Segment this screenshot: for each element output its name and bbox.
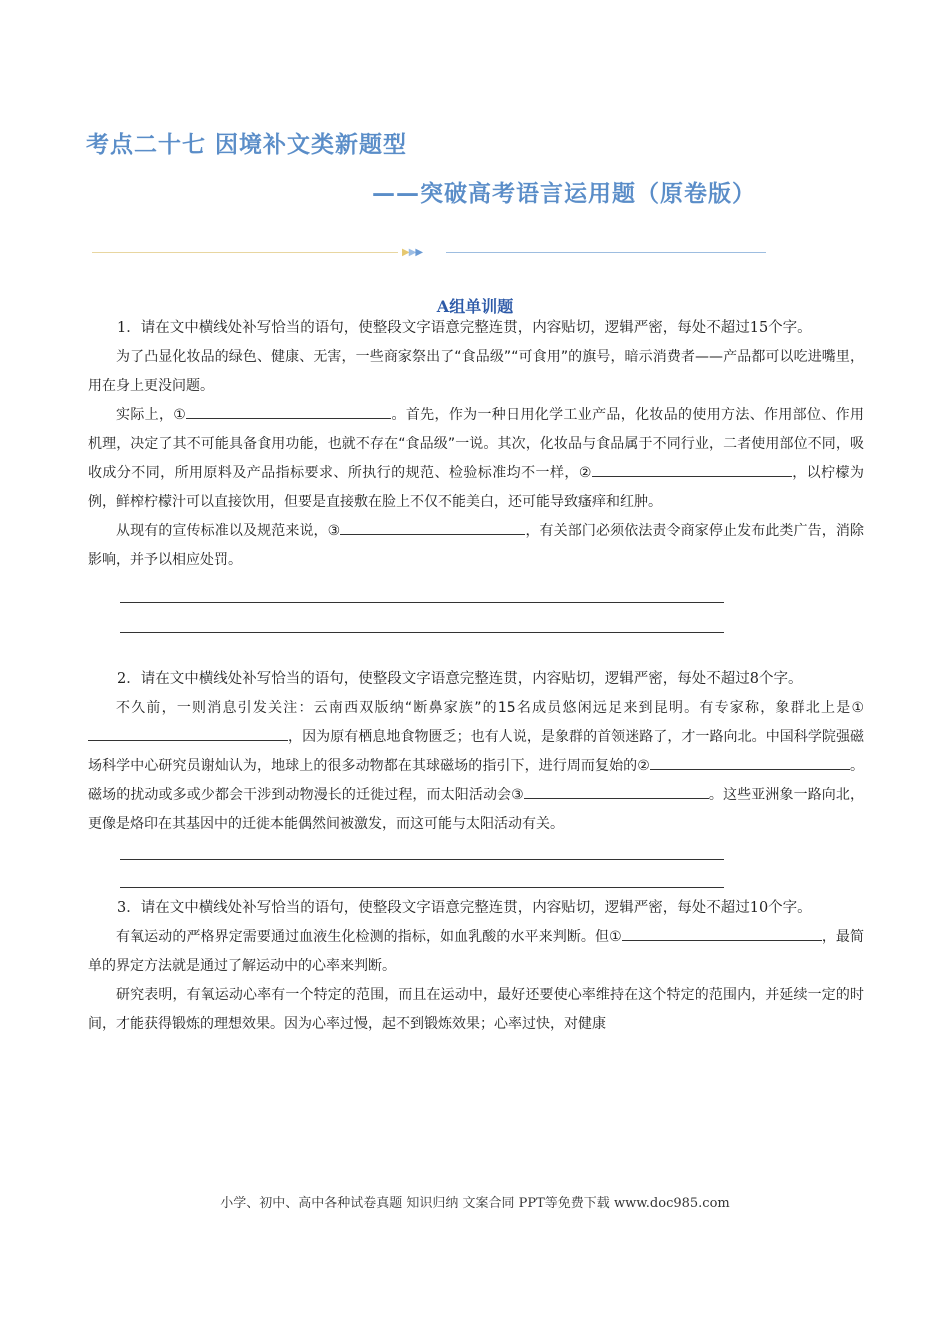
question-content xyxy=(88,314,864,1039)
answer-blank-1[interactable] xyxy=(186,402,391,419)
text-segment: ，最简单的界定方法就是通过了解运动中的心率来判断。 xyxy=(88,929,864,974)
answer-blank-1[interactable] xyxy=(622,924,822,941)
arrow-icon: ▶▶▶ xyxy=(402,247,423,258)
question-3-paragraph-1 xyxy=(88,923,864,981)
text-segment: 有氧运动的严格界定需要通过血液生化检测的指标，如血乳酸的水平来判断。但① xyxy=(116,929,622,945)
page-footer: 小学、初中、高中各种试卷真题 知识归纳 文案合同 PPT等免费下载 www.doc985.com xyxy=(220,1196,730,1211)
text-segment: ，因为原有栖息地食物匮乏；也有人说，是象群的首领迷路了，才一路向北。中国科学院强磁场科学中心研究员谢灿认为，地球上的很多动物都在其球磁场的指引下，进行周而复始的② xyxy=(88,729,864,774)
answer-blank-3[interactable] xyxy=(340,518,525,535)
question-2-paragraph xyxy=(88,694,864,839)
answer-blank-1[interactable] xyxy=(88,724,288,741)
divider-line-left xyxy=(92,252,398,253)
section-title: A组单训题 xyxy=(436,297,514,316)
question-1-paragraph-1: 为了凸显化妆品的绿色、健康、无害，一些商家祭出了“食品级”“可食用”的旗号，暗示消费者——产品都可以吃进嘴里，用在身上更没问题。 xyxy=(88,349,864,394)
answer-blank-3[interactable] xyxy=(524,782,709,799)
answer-blank-2[interactable] xyxy=(650,753,850,770)
decorative-divider xyxy=(92,246,766,260)
document-subtitle: ——突破高考语言运用题（原卷版） xyxy=(372,181,756,207)
question-2-prompt: 2．请在文中横线处补写恰当的语句，使整段文字语意完整连贯，内容贴切，逻辑严密，每处不超过8个字。 xyxy=(117,671,803,687)
question-1-paragraph-3 xyxy=(88,517,864,575)
question-1-prompt: 1．请在文中横线处补写恰当的语句，使整段文字语意完整连贯，内容贴切，逻辑严密，每处不超过15个字。 xyxy=(117,320,812,336)
answer-blank-2[interactable] xyxy=(592,460,792,477)
question-1-paragraph-2 xyxy=(88,401,864,517)
text-segment: 。磁场的扰动或多或少都会干涉到动物漫长的迁徙过程，而太阳活动会③ xyxy=(88,758,864,803)
text-segment: ，以柠檬为例，鲜榨柠檬汁可以直接饮用，但要是直接敷在脸上不仅不能美白，还可能导致瘙痒和红肿。 xyxy=(88,465,864,510)
text-segment: 从现有的宣传标准以及规范来说，③ xyxy=(116,523,341,539)
divider-line-right xyxy=(446,252,766,253)
question-3-paragraph-2: 研究表明，有氧运动心率有一个特定的范围，而且在运动中，最好还要使心率维持在这个特定的范围内，并延续一定的时间，才能获得锻炼的理想效果。因为心率过慢，起不到锻炼效果；心率过快，对健康 xyxy=(88,987,864,1032)
text-segment: 。这些亚洲象一路向北，更像是烙印在其基因中的迁徙本能偶然间被激发，而这可能与太阳活动有关。 xyxy=(88,787,864,832)
text-segment: ，有关部门必须依法责令商家停止发布此类广告，消除影响，并予以相应处罚。 xyxy=(88,523,864,568)
text-segment: 。首先，作为一种日用化学工业产品，化妆品的使用方法、作用部位、作用机理，决定了其不可能具备食用功能，也就不存在“食品级”一说。其次，化妆品与食品属于不同行业，二者使用部位不同，吸收成分不同，所用原料及产品指标要求、所执行的规范、检验标准均不一样，② xyxy=(88,407,864,481)
question-3-prompt: 3．请在文中横线处补写恰当的语句，使整段文字语意完整连贯，内容贴切，逻辑严密，每处不超过10个字。 xyxy=(117,900,812,916)
document-title: 考点二十七 因境补文类新题型 xyxy=(86,132,408,158)
text-segment: 实际上，① xyxy=(116,407,187,423)
text-segment: 不久前，一则消息引发关注：云南西双版纳“断鼻家族”的15名成员悠闲远足来到昆明。有专家称，象群北上是① xyxy=(116,700,864,716)
